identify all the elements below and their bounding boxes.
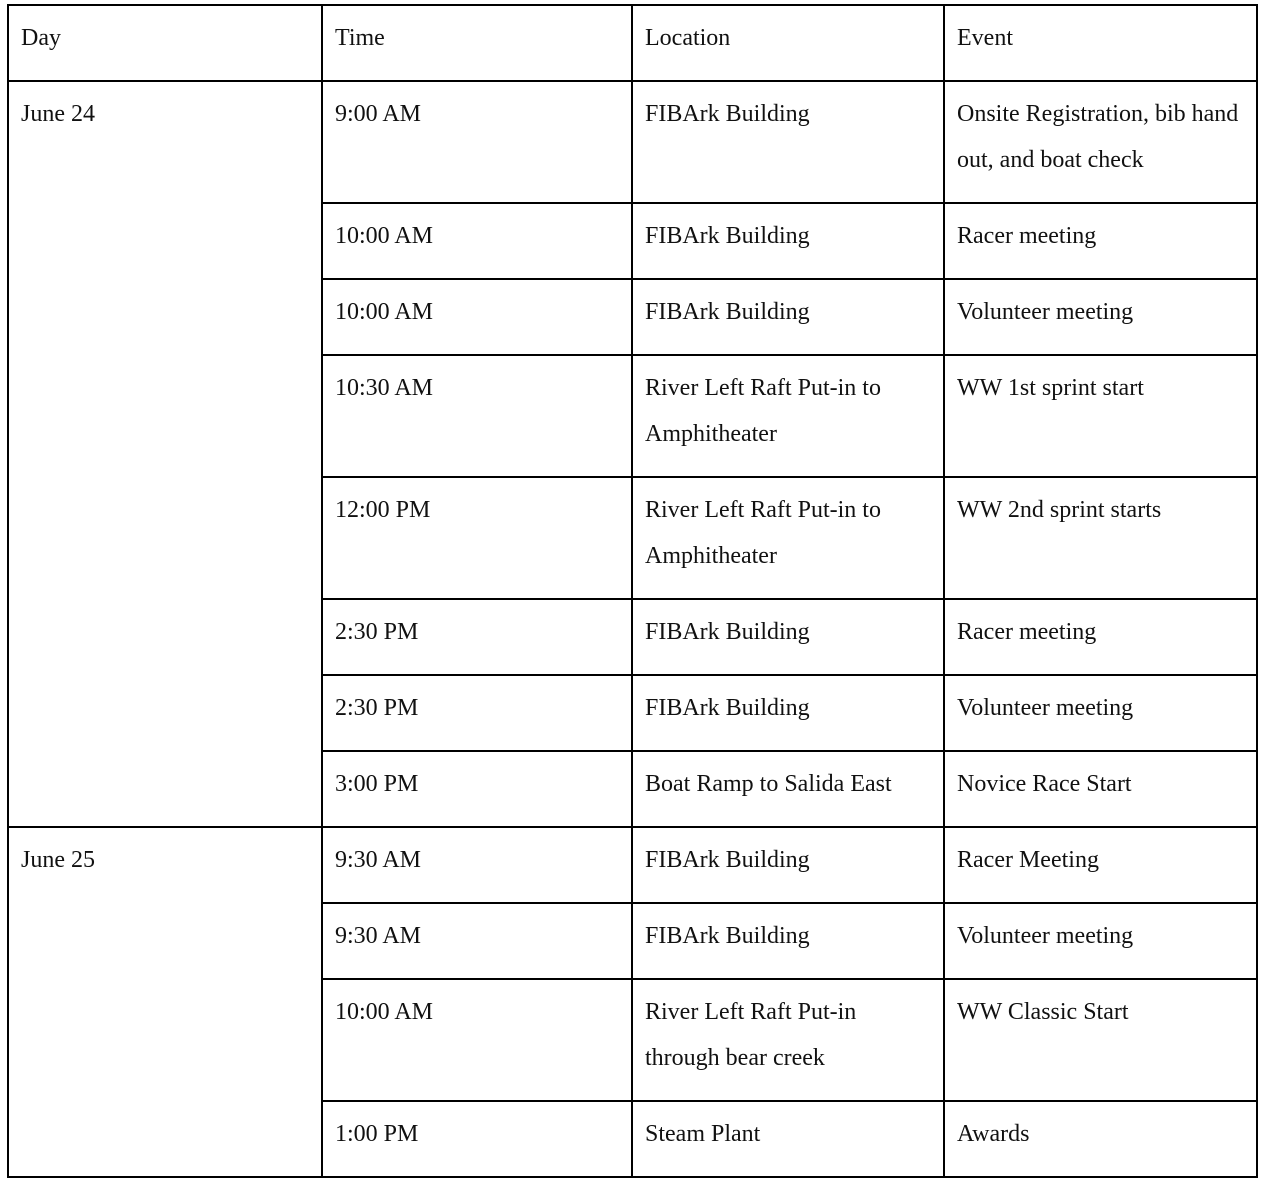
time-cell: 10:30 AM: [322, 355, 632, 477]
location-cell: River Left Raft Put-in through bear creek: [632, 979, 944, 1101]
time-cell: 9:00 AM: [322, 81, 632, 203]
event-cell: Volunteer meeting: [944, 675, 1257, 751]
time-cell: 9:30 AM: [322, 827, 632, 903]
header-event: Event: [944, 5, 1257, 81]
header-row: [8, 5, 1257, 81]
location-cell: FIBArk Building: [632, 81, 944, 203]
event-cell: Racer meeting: [944, 203, 1257, 279]
event-cell: WW 1st sprint start: [944, 355, 1257, 477]
location-cell: FIBArk Building: [632, 903, 944, 979]
header-location: Location: [632, 5, 944, 81]
location-cell: FIBArk Building: [632, 203, 944, 279]
time-cell: 2:30 PM: [322, 599, 632, 675]
time-cell: 12:00 PM: [322, 477, 632, 599]
event-cell: Volunteer meeting: [944, 279, 1257, 355]
location-cell: River Left Raft Put-in to Amphitheater: [632, 355, 944, 477]
location-cell: Boat Ramp to Salida East: [632, 751, 944, 827]
location-cell: FIBArk Building: [632, 599, 944, 675]
day-cell: June 25: [8, 827, 322, 1177]
time-cell: 3:00 PM: [322, 751, 632, 827]
location-cell: River Left Raft Put-in to Amphitheater: [632, 477, 944, 599]
event-cell: Onsite Registration, bib hand out, and boat check: [944, 81, 1257, 203]
location-cell: Steam Plant: [632, 1101, 944, 1177]
event-cell: WW Classic Start: [944, 979, 1257, 1101]
time-cell: 2:30 PM: [322, 675, 632, 751]
event-cell: Racer Meeting: [944, 827, 1257, 903]
location-cell: FIBArk Building: [632, 279, 944, 355]
table-row: [8, 827, 1257, 903]
event-cell: WW 2nd sprint starts: [944, 477, 1257, 599]
event-cell: Novice Race Start: [944, 751, 1257, 827]
day-cell: June 24: [8, 81, 322, 827]
event-cell: Awards: [944, 1101, 1257, 1177]
location-cell: FIBArk Building: [632, 827, 944, 903]
event-cell: Volunteer meeting: [944, 903, 1257, 979]
time-cell: 1:00 PM: [322, 1101, 632, 1177]
header-time: Time: [322, 5, 632, 81]
time-cell: 9:30 AM: [322, 903, 632, 979]
event-cell: Racer meeting: [944, 599, 1257, 675]
header-day: Day: [8, 5, 322, 81]
time-cell: 10:00 AM: [322, 979, 632, 1101]
time-cell: 10:00 AM: [322, 279, 632, 355]
time-cell: 10:00 AM: [322, 203, 632, 279]
table-row: [8, 81, 1257, 203]
schedule-table: [7, 4, 1258, 1178]
location-cell: FIBArk Building: [632, 675, 944, 751]
